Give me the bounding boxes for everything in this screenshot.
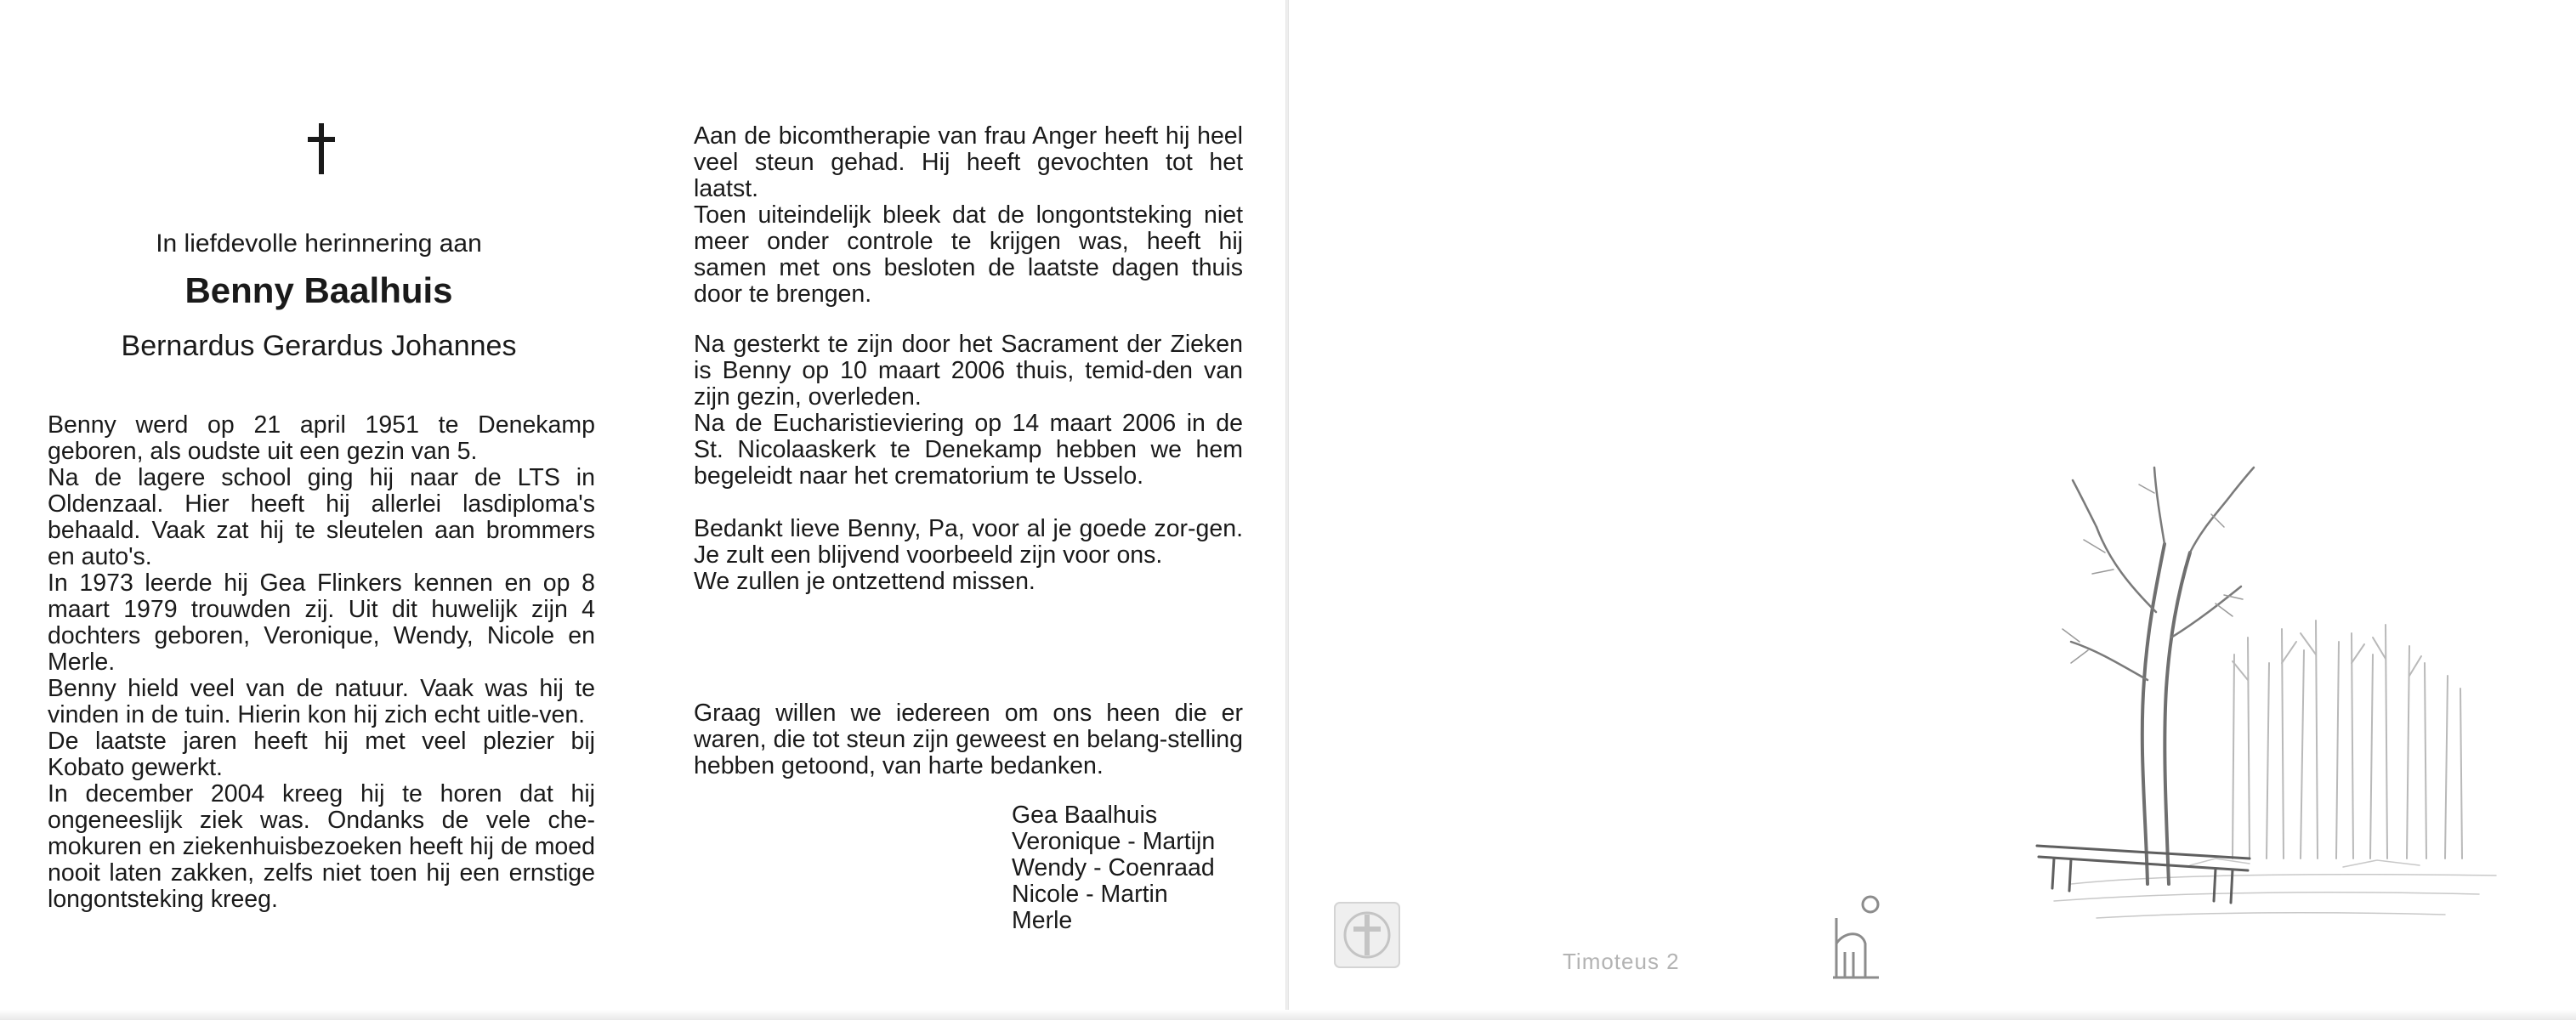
signature-line: Veronique - Martijn (1012, 828, 1216, 855)
biography-paragraph: In 1973 leerde hij Gea Flinkers kennen en op 8 maart 1979 trouwden zij. Uit dit huwelijk zijn 4 dochters geboren, Veronique, Wendy, Nicole en Merle. (48, 570, 595, 676)
publisher-logo-icon (1828, 892, 1896, 986)
text-paragraph: Na de Eucharistieviering op 14 maart 2006 in de St. Nicolaaskerk te Denekamp hebben we hem begeleidt naar het crematorium te Usselo. (694, 410, 1243, 490)
biography-paragraph: Benny werd op 21 april 1951 te Denekamp geboren, als oudste uit een gezin van 5. (48, 411, 595, 465)
text-paragraph: Aan de bicomtherapie van frau Anger heeft hij heel veel steun gehad. Hij heeft gevochten tot het laatst. (694, 122, 1243, 202)
biography-column (48, 412, 595, 913)
signature-line: Nicole - Martin (1012, 881, 1168, 908)
text-paragraph: Bedankt lieve Benny, Pa, voor al je goede zor-gen. Je zult een blijvend voorbeeld zijn voor ons. (694, 515, 1243, 569)
scripture-reference: Timoteus 2 (1563, 949, 1680, 974)
church-logo-icon (1333, 901, 1401, 969)
back-cover (1289, 0, 2576, 1020)
text-paragraph: Na gesterkt te zijn door het Sacrament der Zieken is Benny op 10 maart 2006 thuis, temid-den van zijn gezin, overleden. (694, 331, 1243, 411)
signature-line: Wendy - Coenraad (1012, 854, 1215, 881)
thanks-block (694, 700, 1243, 779)
inner-spread (0, 0, 1285, 1020)
biography-paragraph: In december 2004 kreeg hij te horen dat hij ongeneeslijk ziek was. Ondanks de vele che-mokuren en ziekenhuisbezoeken heeft hij de moed nooit laten zakken, zelfs niet toen hij een ernstige longontsteking kreeg. (48, 780, 595, 913)
biography-paragraph: Na de lagere school ging hij naar de LTS in Oldenzaal. Hier heeft hij allerlei lasdiploma's behaald. Vaak zat hij te sleutelen aan brommers en auto's. (48, 464, 595, 570)
deceased-name: Benny Baalhuis (184, 270, 453, 310)
illness-block (694, 123, 1243, 308)
winter-tree-sketch (2020, 459, 2513, 935)
bottom-edge (0, 1010, 2576, 1020)
biography-paragraph: De laatste jaren heeft hij met veel plezier bij Kobato gewerkt. (48, 728, 595, 781)
text-paragraph: Graag willen we iedereen om ons heen die er waren, die tot steun zijn geweest en belang-stelling hebben getoond, van harte bedanken. (694, 700, 1243, 779)
biography-paragraph: Benny hield veel van de natuur. Vaak was hij te vinden in de tuin. Hierin kon hij zich echt uitle-ven. (48, 675, 595, 728)
signature-line: Merle (1012, 907, 1073, 934)
text-paragraph: We zullen je ontzettend missen. (694, 568, 1036, 595)
deceased-full-name: Bernardus Gerardus Johannes (121, 330, 517, 362)
family-signatures (1012, 802, 1215, 934)
farewell-block (694, 516, 1243, 595)
remembrance-intro: In liefdevolle herinnering aan (156, 230, 482, 258)
signature-line: Gea Baalhuis (1012, 802, 1158, 829)
text-paragraph: Toen uiteindelijk bleek dat de longontsteking niet meer onder controle te krijgen was, heeft hij samen met ons besloten de laatste dagen thuis door te brengen. (694, 201, 1243, 308)
cross-icon (304, 123, 338, 174)
passing-block (694, 332, 1243, 490)
